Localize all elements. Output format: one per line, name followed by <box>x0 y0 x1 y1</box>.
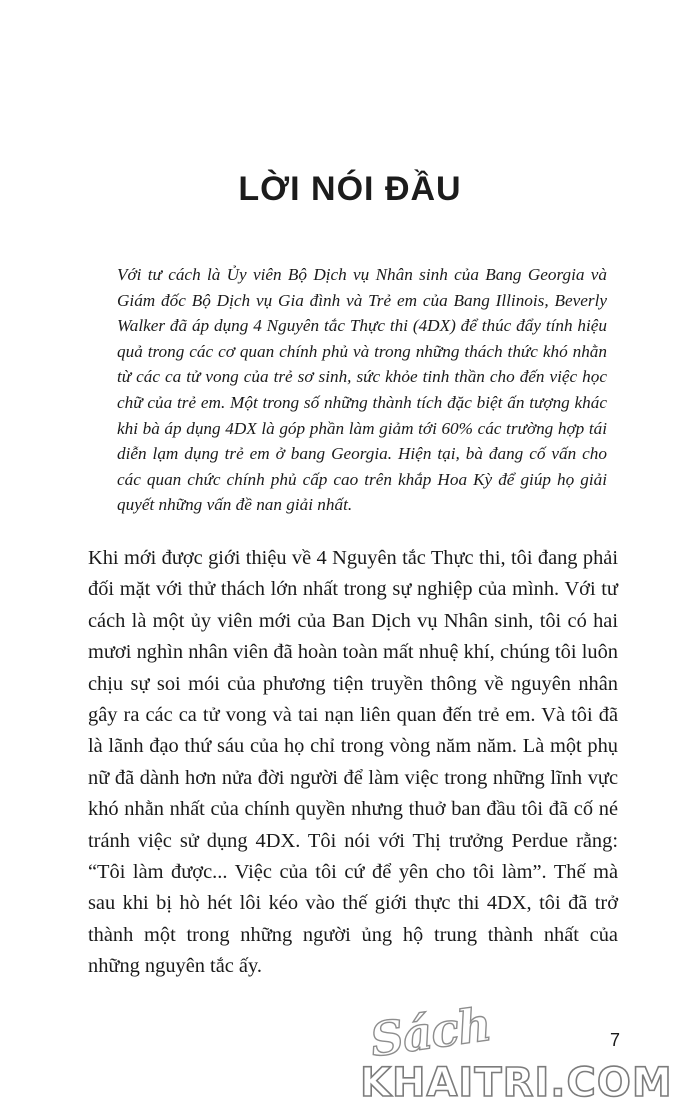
page-number: 7 <box>609 1030 620 1050</box>
watermark-script-text: Sách <box>366 996 494 1068</box>
chapter-title: LỜI NÓI ĐẦU <box>238 170 462 208</box>
body-paragraph: Khi mới được giới thiệu về 4 Nguyên tắc Thực thi, tôi đang phải đối mặt với thử thách lớn nhất trong sự nghiệp của mình. Với tư cách là một ủy viên mới của Ban Dịch vụ Nhân sinh, tôi có hai mươi nghìn nhân viên đã hoàn toàn mất nhuệ khí, chúng tôi luôn chịu sự soi mói của phương tiện truyền thông về nguyên nhân gây ra các ca tử vong và tai nạn liên quan đến trẻ em. Và tôi đã là lãnh đạo thứ sáu của họ chỉ trong vòng năm năm. Là một phụ nữ đã dành hơn nửa đời người để làm việc trong những lĩnh vực khó nhằn nhất của chính quyền nhưng thuở ban đầu tôi đã cố né tránh việc sử dụng 4DX. Tôi nói với Thị trưởng Perdue rằng: “Tôi làm được... Việc của tôi cứ để yên cho tôi làm”. Thế mà sau khi bị hò hét lôi kéo vào thế giới thực thi 4DX, tôi đã trở thành một trong những người ủng hộ trung thành nhất của những nguyên tắc ấy. <box>88 547 618 978</box>
watermark-logo <box>360 996 690 1115</box>
watermark-brand-text: KHAITRI.COM <box>360 1060 673 1106</box>
author-intro-paragraph: Với tư cách là Ủy viên Bộ Dịch vụ Nhân sinh của Bang Georgia và Giám đốc Bộ Dịch vụ Gia đình và Trẻ em của Bang Illinois, Beverly Walker đã áp dụng 4 Nguyên tắc Thực thi (4DX) để thúc đẩy tính hiệu quả trong các cơ quan chính phủ và trong những thách thức khó nhằn từ các ca tử vong của trẻ sơ sinh, sức khỏe tinh thần cho đến việc học chữ của trẻ em. Một trong số những thành tích đặc biệt ấn tượng khác khi bà áp dụng 4DX là góp phần làm giảm tới 60% các trường hợp tái diễn lạm dụng trẻ em ở bang Georgia. Hiện tại, bà đang cố vấn cho các quan chức chính phủ cấp cao trên khắp Hoa Kỳ để giúp họ giải quyết những vấn đề nan giải nhất. <box>117 265 607 515</box>
